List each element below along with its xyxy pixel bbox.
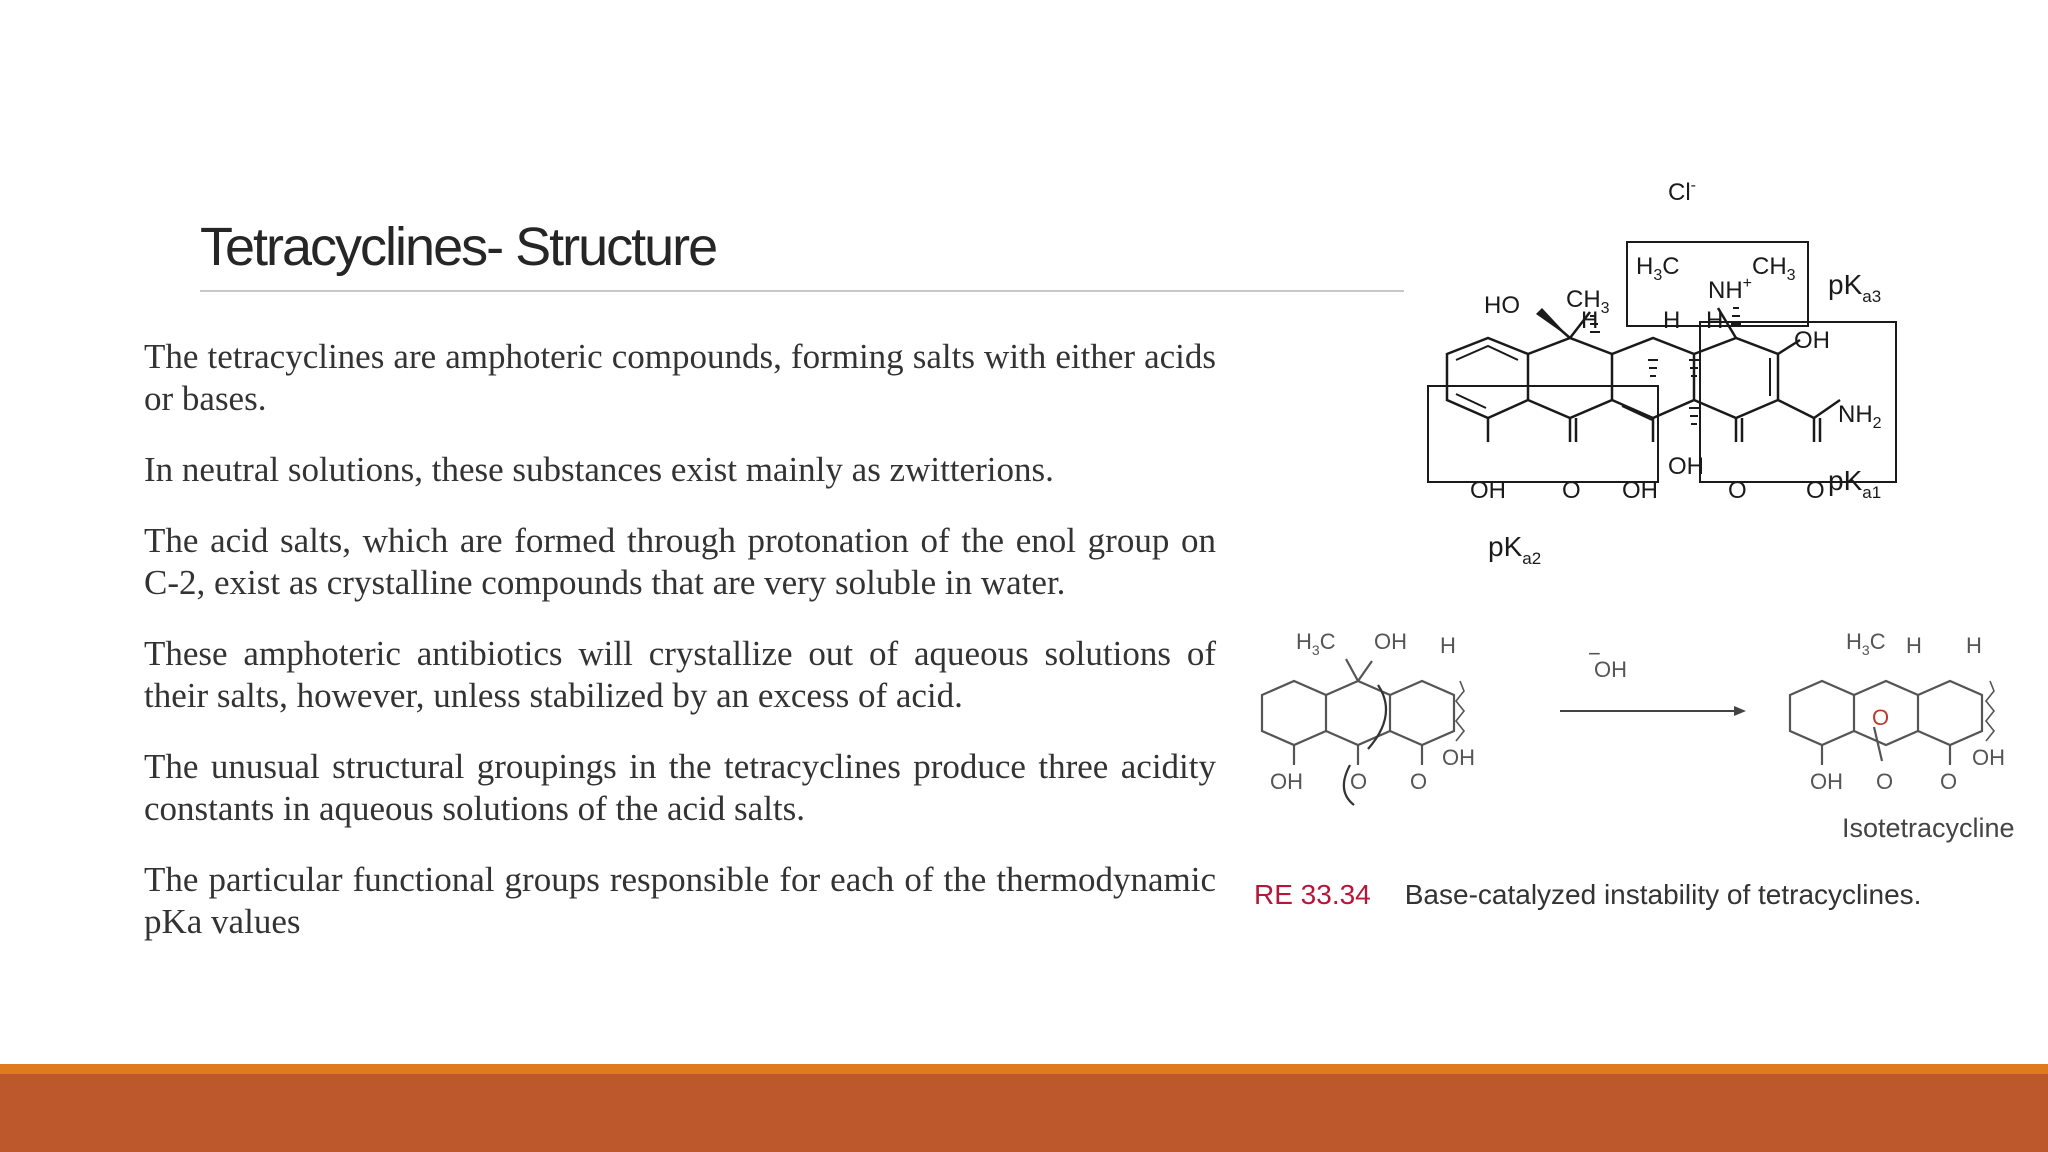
paragraph: In neutral solutions, these substances exist mainly as zwitterions. xyxy=(144,450,1054,489)
svg-text:O: O xyxy=(1562,477,1581,504)
svg-text:OH: OH xyxy=(1442,745,1475,770)
paragraph: The acid salts, which are formed through protonation of the enol group on C-2, exist as crystalline compounds that are very soluble in water. xyxy=(144,521,1216,602)
svg-text:OH: OH xyxy=(1810,769,1843,794)
svg-text:OH: OH xyxy=(1668,453,1704,480)
tetracycline-structure-diagram xyxy=(1400,168,1920,588)
paragraph: The tetracyclines are amphoteric compounds, forming salts with either acids or bases. xyxy=(144,337,1216,418)
reactant-ring-a xyxy=(1262,681,1326,745)
paragraph: The unusual structural groupings in the tetracyclines produce three acidity constants in aqueous solutions of the acid salts. xyxy=(144,747,1216,828)
figure-caption xyxy=(1254,879,1921,911)
paragraph: These amphoteric antibiotics will crystallize out of aqueous solutions of their salts, however, unless stabilized by an excess of acid. xyxy=(144,634,1216,715)
svg-text:−: − xyxy=(1588,641,1601,666)
body-text xyxy=(144,336,1216,972)
svg-text:NH+: NH+ xyxy=(1708,275,1753,304)
reagent-label: OH xyxy=(1594,657,1627,682)
svg-text:O: O xyxy=(1728,477,1747,504)
pka2-box xyxy=(1428,386,1658,482)
svg-text:OH: OH xyxy=(1374,629,1407,654)
title-divider xyxy=(200,290,1404,292)
footer-band xyxy=(0,1074,2048,1152)
counterion-label: Cl xyxy=(1668,179,1691,206)
product-ring-a xyxy=(1790,681,1854,745)
svg-text:OH: OH xyxy=(1972,745,2005,770)
figure-caption-text: Base-catalyzed instability of tetracyclines. xyxy=(1404,879,1922,910)
svg-text:O: O xyxy=(1876,769,1894,794)
slide-title: Tetracyclines- Structure xyxy=(200,217,717,277)
pka2-label: $pK_{a2}$ xyxy=(1488,531,1542,568)
paragraph: The particular functional groups responsible for each of the thermodynamic pKa values xyxy=(144,860,1216,941)
svg-text:O: O xyxy=(1806,477,1825,504)
epoxide-oxygen: O xyxy=(1872,705,1890,730)
ring-a xyxy=(1447,338,1528,418)
ring-b xyxy=(1528,338,1612,418)
svg-text:CH3: $CH_3$ xyxy=(1752,253,1796,284)
svg-text:OH: OH xyxy=(1470,477,1506,504)
ho-label: HO xyxy=(1484,292,1520,319)
svg-text:H3C: $H_3C$ xyxy=(1846,629,1886,658)
footer-accent-stripe xyxy=(0,1064,2048,1074)
svg-text:H: H xyxy=(1906,633,1922,658)
wedge-bond xyxy=(1536,308,1570,338)
product-label: Isotetracycline xyxy=(1842,813,2015,843)
svg-text:OH: OH xyxy=(1794,327,1830,354)
svg-text:H: H xyxy=(1966,633,1982,658)
pka3-label: $pK_{a3}$ xyxy=(1828,269,1882,306)
svg-text:O: O xyxy=(1410,769,1428,794)
svg-text:H: H xyxy=(1706,307,1724,334)
svg-text:H: H xyxy=(1581,307,1599,334)
svg-text:H: H xyxy=(1663,307,1681,334)
svg-text:H3C: $H_3C$ xyxy=(1636,253,1680,284)
svg-text:CH3: $CH_3$ xyxy=(1566,286,1610,317)
svg-text:O: O xyxy=(1350,769,1368,794)
svg-text:OH: OH xyxy=(1270,769,1303,794)
svg-text:OH: OH xyxy=(1622,477,1658,504)
isotetracycline-reaction-diagram xyxy=(1250,615,2048,915)
figure-number: RE 33.34 xyxy=(1254,879,1371,910)
svg-text:NH2: $NH_2$ xyxy=(1838,401,1882,432)
ring-d xyxy=(1694,338,1778,418)
svg-text:Cl-: Cl- xyxy=(1668,177,1696,206)
svg-text:H: H xyxy=(1440,633,1456,658)
svg-text:O: O xyxy=(1940,769,1958,794)
svg-text:H3C: $H_3C$ xyxy=(1296,629,1336,658)
pka1-label: $pK_{a1}$ xyxy=(1828,465,1882,502)
